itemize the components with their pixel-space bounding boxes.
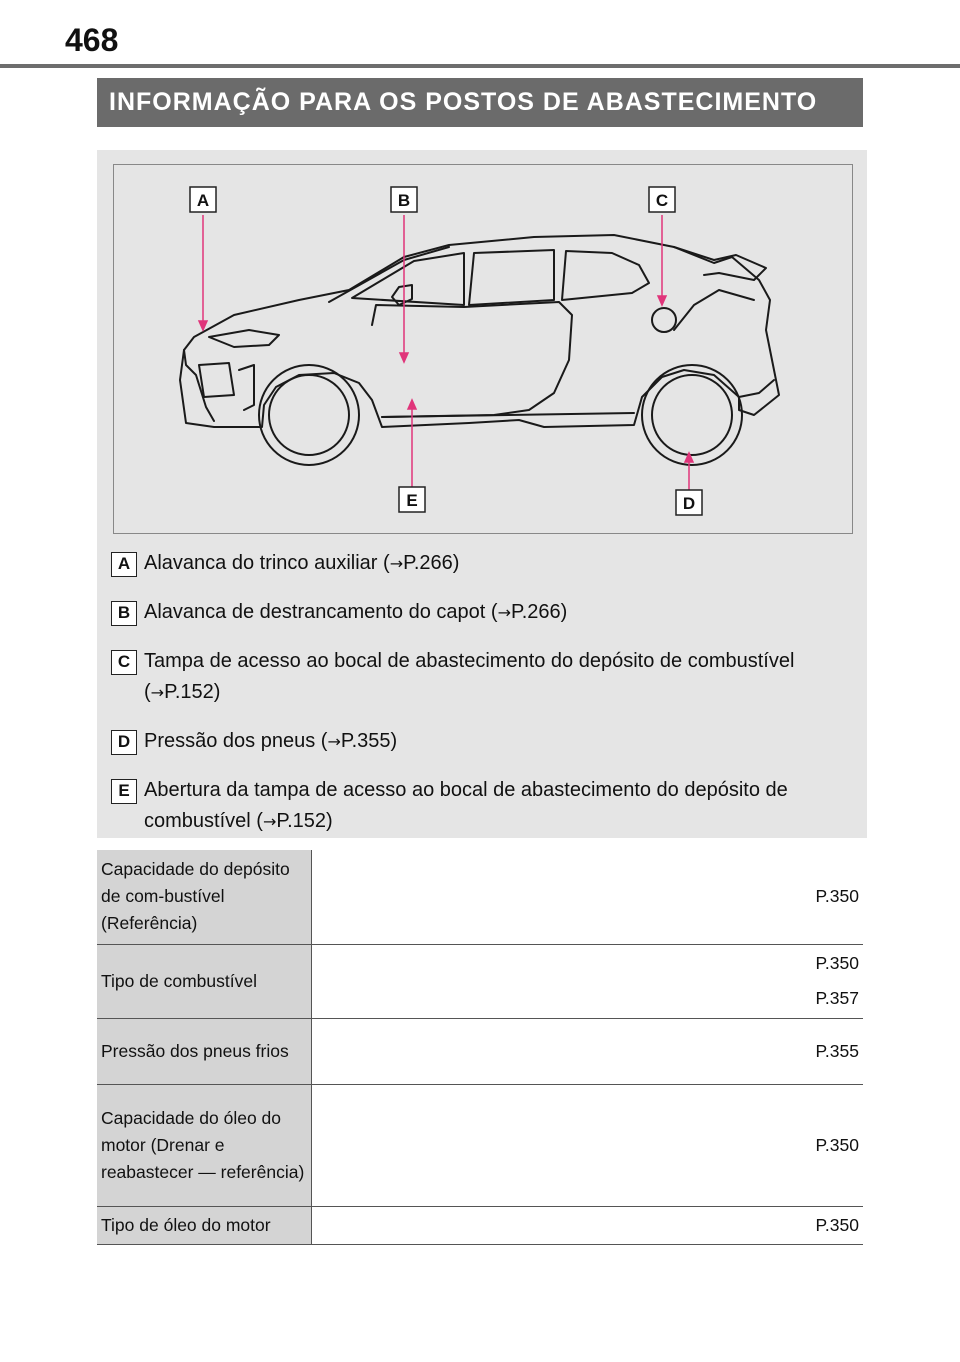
front-bumper xyxy=(184,350,214,421)
arrow-icon: → xyxy=(262,812,277,831)
rear-wheel-outer xyxy=(642,365,742,465)
page-ref: P.355 xyxy=(815,1040,859,1061)
car-side-view-illustration xyxy=(114,165,854,535)
legend-ref: P.152) xyxy=(164,681,221,703)
legend-item-d xyxy=(111,726,856,757)
page-number: 468 xyxy=(65,22,119,58)
callout-a: A xyxy=(196,191,210,210)
arrow-icon: → xyxy=(150,683,165,702)
legend-item-b xyxy=(111,597,856,628)
legend-ref: P.152) xyxy=(276,810,333,832)
legend-item-a xyxy=(111,548,856,579)
table-row xyxy=(97,850,863,944)
legend-item-e xyxy=(111,775,856,837)
table-label: Capacidade do óleo do motor (Drenar e reabastecer — referência) xyxy=(97,1084,311,1206)
table-row xyxy=(97,1206,863,1244)
fuel-door xyxy=(652,308,676,332)
headlight xyxy=(209,330,279,347)
pointer-b-arrowhead xyxy=(400,353,408,362)
front-wheel-inner xyxy=(269,375,349,455)
table-row xyxy=(97,944,863,1018)
table-value xyxy=(311,1206,863,1244)
info-box xyxy=(97,150,867,838)
spec-table xyxy=(97,850,863,1245)
table-row xyxy=(97,1018,863,1084)
callout-c: C xyxy=(655,191,669,210)
side-window xyxy=(469,250,554,305)
callout-e: E xyxy=(406,491,418,510)
rear-bumper xyxy=(739,380,774,397)
page-ref: P.350 xyxy=(815,1214,859,1235)
page-ref: P.357 xyxy=(815,988,859,1008)
legend-text: Pressão dos pneus ( xyxy=(144,730,328,752)
legend-ref: P.355) xyxy=(340,730,398,752)
legend-badge: B xyxy=(111,601,137,626)
table-label: Tipo de combustível xyxy=(97,944,311,1018)
legend-badge: C xyxy=(111,650,137,675)
front-door xyxy=(372,302,572,417)
legend-text: Alavanca do trinco auxiliar ( xyxy=(144,552,390,574)
legend-ref: P.266) xyxy=(510,601,568,623)
front-intake xyxy=(199,363,234,397)
table-label: Capacidade do depósito de com-bustível (Referência) xyxy=(97,850,311,944)
car-body-outline xyxy=(180,235,779,427)
callout-d: D xyxy=(682,494,696,513)
pointer-e-arrowhead xyxy=(408,400,416,409)
windshield-line xyxy=(329,247,449,302)
front-vent xyxy=(239,365,254,410)
legend-ref: P.266) xyxy=(403,552,460,574)
rear-wheel-inner xyxy=(652,375,732,455)
table-value xyxy=(311,850,863,944)
legend-badge: A xyxy=(111,552,137,577)
section-header: INFORMAÇÃO PARA OS POSTOS DE ABASTECIMENTO xyxy=(97,78,863,127)
legend-text: Alavanca de destrancamento do capot ( xyxy=(144,601,498,623)
rear-body-line xyxy=(674,290,754,330)
table-value xyxy=(311,1018,863,1084)
rear-window xyxy=(562,251,649,300)
table-value xyxy=(311,1084,863,1206)
pointer-c-arrowhead xyxy=(658,296,666,305)
legend-text: Abertura da tampa de acesso ao bocal de abastecimento do depósito de combustível ( xyxy=(144,779,788,832)
front-wheel-outer xyxy=(259,365,359,465)
legend-text: Tampa de acesso ao bocal de abastecimento do depósito de combustível ( xyxy=(144,650,795,703)
pointer-a-arrowhead xyxy=(199,321,207,330)
legend-badge: E xyxy=(111,779,137,804)
table-label: Pressão dos pneus frios xyxy=(97,1018,311,1084)
legend xyxy=(111,548,856,855)
arrow-icon: → xyxy=(327,732,341,751)
top-rule xyxy=(0,64,960,68)
table-row xyxy=(97,1084,863,1206)
arrow-icon: → xyxy=(389,554,404,573)
table-value xyxy=(311,944,863,1018)
callout-b: B xyxy=(397,191,411,210)
legend-badge: D xyxy=(111,730,137,755)
page-ref: P.350 xyxy=(815,953,859,973)
page-ref: P.350 xyxy=(815,1134,859,1155)
car-diagram xyxy=(113,164,853,534)
arrow-icon: → xyxy=(497,603,511,622)
page-ref: P.350 xyxy=(815,886,859,907)
legend-item-c xyxy=(111,646,856,708)
table-label: Tipo de óleo do motor xyxy=(97,1206,311,1244)
